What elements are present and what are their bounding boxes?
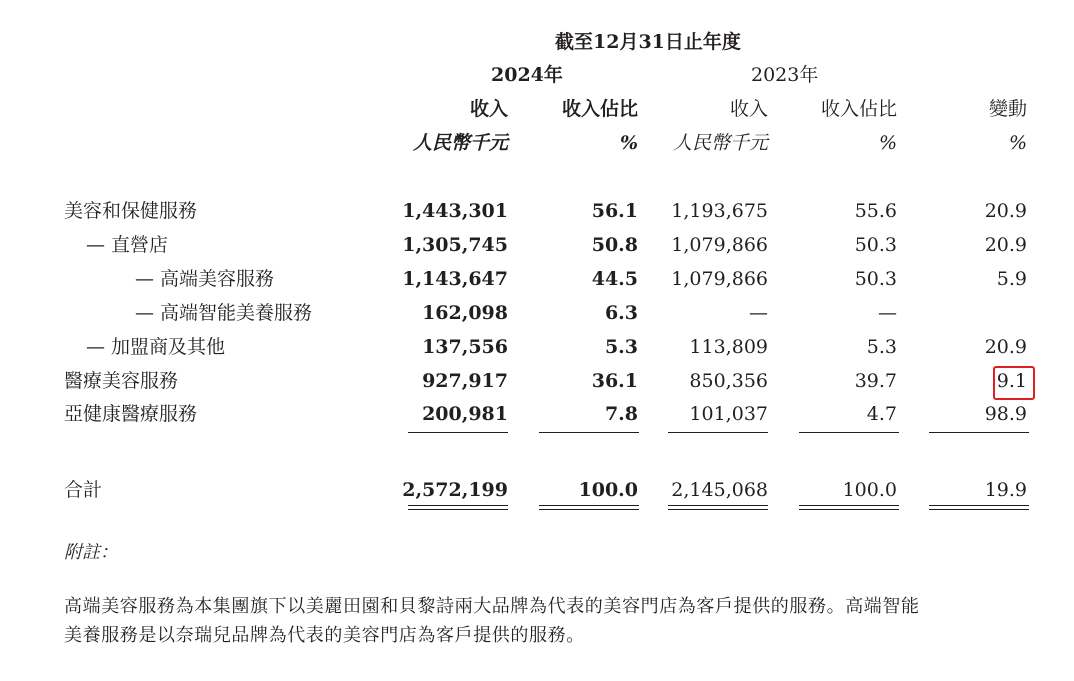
col-share-2023: 收入佔比 [820,98,897,120]
total-value: 19.9 [984,479,1027,501]
row-value: 4.7 [866,403,897,425]
row-value: 20.9 [984,200,1027,222]
unit-share-2024: % [619,132,638,154]
total-value: 100.0 [842,479,897,501]
row-value: 20.9 [984,336,1027,358]
row-value: 50.3 [854,268,897,290]
row-label: — 高端美容服務 [135,268,275,290]
unit-revenue-2024: 人民幣千元 [412,132,508,154]
row-value: 5.3 [866,336,897,358]
total-value: 100.0 [578,479,638,501]
row-value: 1,443,301 [402,200,508,222]
row-value: 1,305,745 [402,234,508,256]
total-label: 合計 [64,479,103,501]
subtotal-rule [799,432,899,433]
row-value: 1,079,866 [671,268,768,290]
year-2024-heading: 2024年 [491,64,563,86]
period-heading: 截至12月31日止年度 [555,31,741,53]
unit-change: % [1008,132,1027,154]
row-value: 850,356 [689,370,768,392]
row-value: 6.3 [604,302,638,324]
row-value: 5.3 [604,336,638,358]
row-value: 137,556 [422,336,508,358]
col-change: 變動 [988,98,1027,120]
row-value: 20.9 [984,234,1027,256]
col-revenue-2024: 收入 [469,98,508,120]
subtotal-rule [668,432,768,433]
row-value: 113,809 [689,336,768,358]
col-share-2024: 收入佔比 [561,98,638,120]
row-value: 50.8 [591,234,638,256]
row-label: 美容和保健服務 [64,200,198,222]
row-value: 200,981 [422,403,508,425]
row-value: 50.3 [854,234,897,256]
subtotal-rule [408,432,508,433]
row-value: 39.7 [854,370,897,392]
row-value: 927,917 [422,370,508,392]
row-label: — 加盟商及其他 [86,336,226,358]
highlight-box [993,366,1035,400]
total-value: 2,572,199 [402,479,508,501]
total-double-rule [539,505,639,510]
total-double-rule [668,505,768,510]
row-value: 101,037 [689,403,768,425]
unit-revenue-2023: 人民幣千元 [672,132,768,154]
row-label: 亞健康醫療服務 [64,403,198,425]
total-double-rule [799,505,899,510]
row-value: 56.1 [591,200,638,222]
col-revenue-2023: 收入 [729,98,768,120]
row-value: — [878,302,897,324]
row-value: 55.6 [854,200,897,222]
row-value: 162,098 [422,302,508,324]
total-double-rule [929,505,1029,510]
subtotal-rule [539,432,639,433]
subtotal-rule [929,432,1029,433]
notes-title: 附註： [64,542,118,563]
row-label: 醫療美容服務 [64,370,179,392]
row-value: 7.8 [604,403,638,425]
row-label: — 直營店 [86,234,169,256]
row-value: 98.9 [984,403,1027,425]
row-value: 9.1 [996,370,1027,392]
row-value: 44.5 [591,268,638,290]
unit-share-2023: % [878,132,897,154]
total-value: 2,145,068 [671,479,768,501]
row-label: — 高端智能美養服務 [135,302,313,324]
notes-line-1: 高端美容服務為本集團旗下以美麗田園和貝黎詩兩大品牌為代表的美容門店為客戶提供的服務。高端智能 [64,596,920,617]
row-value: 5.9 [996,268,1027,290]
row-value: 36.1 [591,370,638,392]
row-value: 1,079,866 [671,234,768,256]
row-value: 1,193,675 [671,200,768,222]
row-value: 1,143,647 [402,268,508,290]
year-2023-heading: 2023年 [751,64,819,86]
total-double-rule [408,505,508,510]
notes-line-2: 美養服務是以奈瑞兒品牌為代表的美容門店為客戶提供的服務。 [64,625,585,646]
row-value: — [749,302,768,324]
